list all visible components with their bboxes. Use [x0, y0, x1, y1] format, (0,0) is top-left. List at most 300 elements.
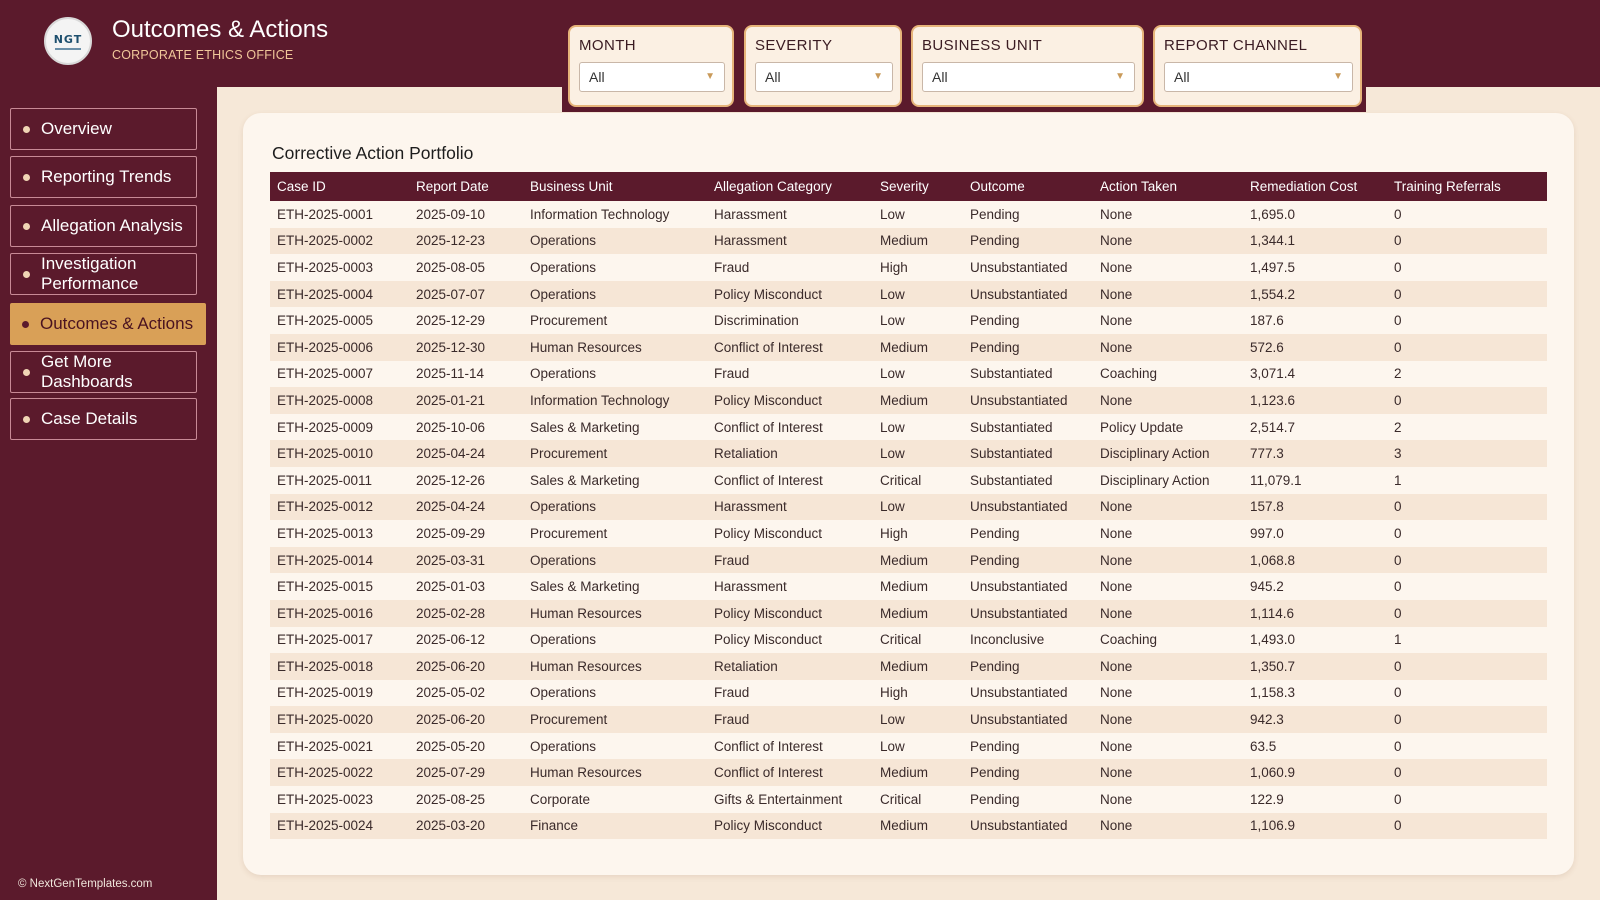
table-cell: Inconclusive — [970, 632, 1045, 648]
table-row[interactable] — [270, 281, 1547, 308]
table-cell: 1,158.3 — [1250, 685, 1296, 701]
table-cell: ETH-2025-0012 — [277, 499, 374, 515]
table-cell: Medium — [880, 605, 929, 621]
table-cell: Disciplinary Action — [1100, 446, 1210, 462]
sidebar-item-get-more-dashboards[interactable] — [10, 351, 197, 393]
table-cell: Unsubstantiated — [970, 259, 1068, 275]
table-cell: Operations — [530, 685, 597, 701]
table-cell: Procurement — [530, 313, 608, 329]
sidebar-item-label: Allegation Analysis — [41, 216, 183, 235]
table-cell: Pending — [970, 206, 1020, 222]
table-row[interactable] — [270, 334, 1547, 361]
table-cell: 2025-12-26 — [416, 472, 486, 488]
table-cell: 2025-12-29 — [416, 313, 486, 329]
table-cell: None — [1100, 818, 1133, 834]
column-header-outcome[interactable]: Outcome — [970, 179, 1025, 194]
table-cell: 0 — [1394, 685, 1402, 701]
table-cell: Conflict of Interest — [714, 472, 823, 488]
table-cell: Procurement — [530, 446, 608, 462]
table-cell: Policy Misconduct — [714, 605, 823, 621]
corrective-action-panel — [243, 113, 1574, 875]
table-cell: ETH-2025-0001 — [277, 206, 374, 222]
bullet-icon — [23, 369, 30, 376]
table-row[interactable] — [270, 733, 1547, 760]
column-header-action-taken[interactable]: Action Taken — [1100, 179, 1178, 194]
table-cell: ETH-2025-0019 — [277, 685, 374, 701]
table-row[interactable] — [270, 680, 1547, 707]
table-cell: 2025-05-02 — [416, 685, 486, 701]
table-cell: Gifts & Entertainment — [714, 791, 843, 807]
column-header-remediation-cost[interactable]: Remediation Cost — [1250, 179, 1358, 194]
table-cell: Disciplinary Action — [1100, 472, 1210, 488]
table-row[interactable] — [270, 600, 1547, 627]
table-cell: None — [1100, 259, 1133, 275]
table-row[interactable] — [270, 547, 1547, 574]
table-cell: Operations — [530, 366, 597, 382]
table-cell: 0 — [1394, 552, 1402, 568]
table-cell: None — [1100, 605, 1133, 621]
table-cell: None — [1100, 738, 1133, 754]
table-cell: 187.6 — [1250, 313, 1284, 329]
table-cell: Low — [880, 738, 905, 754]
table-cell: None — [1100, 206, 1133, 222]
table-cell: None — [1100, 658, 1133, 674]
table-cell: 2025-04-24 — [416, 499, 486, 515]
table-row[interactable] — [270, 494, 1547, 521]
table-cell: None — [1100, 765, 1133, 781]
panel-title: Corrective Action Portfolio — [272, 143, 474, 163]
table-cell: Retaliation — [714, 446, 778, 462]
table-cell: Critical — [880, 791, 922, 807]
table-cell: Policy Misconduct — [714, 818, 823, 834]
table-cell: Operations — [530, 259, 597, 275]
table-cell: Pending — [970, 525, 1020, 541]
table-cell: 2025-07-29 — [416, 765, 486, 781]
table-cell: Conflict of Interest — [714, 339, 823, 355]
corrective-action-table — [270, 172, 1547, 839]
table-cell: Operations — [530, 738, 597, 754]
table-cell: Unsubstantiated — [970, 818, 1068, 834]
table-row[interactable] — [270, 813, 1547, 840]
sidebar-item-investigation-performance[interactable] — [10, 253, 197, 295]
sidebar — [0, 87, 217, 900]
table-cell: None — [1100, 552, 1133, 568]
table-cell: Operations — [530, 552, 597, 568]
table-cell: 2025-12-30 — [416, 339, 486, 355]
table-cell: Human Resources — [530, 339, 642, 355]
logo-text: NGT — [53, 32, 83, 46]
table-cell: 0 — [1394, 286, 1402, 302]
table-cell: 945.2 — [1250, 579, 1284, 595]
table-cell: 0 — [1394, 233, 1402, 249]
table-cell: 1 — [1394, 632, 1402, 648]
table-cell: Information Technology — [530, 206, 670, 222]
table-cell: 2025-03-20 — [416, 818, 486, 834]
table-cell: ETH-2025-0022 — [277, 765, 374, 781]
table-cell: 0 — [1394, 313, 1402, 329]
table-cell: 0 — [1394, 259, 1402, 275]
table-cell: ETH-2025-0004 — [277, 286, 374, 302]
table-cell: Medium — [880, 658, 929, 674]
table-cell: High — [880, 259, 908, 275]
table-cell: 2 — [1394, 366, 1402, 382]
table-row[interactable] — [270, 440, 1547, 467]
table-cell: 0 — [1394, 525, 1402, 541]
table-cell: 63.5 — [1250, 738, 1277, 754]
table-row[interactable] — [270, 414, 1547, 441]
table-cell: 2025-04-24 — [416, 446, 486, 462]
column-header-case-id[interactable]: Case ID — [277, 179, 326, 194]
table-cell: Harassment — [714, 233, 787, 249]
table-cell: None — [1100, 286, 1133, 302]
table-cell: Operations — [530, 286, 597, 302]
table-cell: Substantiated — [970, 419, 1053, 435]
table-cell: Operations — [530, 233, 597, 249]
table-cell: 0 — [1394, 206, 1402, 222]
table-cell: Unsubstantiated — [970, 286, 1068, 302]
table-cell: 2025-01-03 — [416, 579, 486, 595]
table-cell: Sales & Marketing — [530, 579, 640, 595]
table-cell: Pending — [970, 658, 1020, 674]
table-cell: Harassment — [714, 579, 787, 595]
table-cell: None — [1100, 525, 1133, 541]
table-cell: 942.3 — [1250, 712, 1284, 728]
table-cell: 1,350.7 — [1250, 658, 1296, 674]
sidebar-item-label: Get More Dashboards — [41, 352, 133, 391]
table-cell: ETH-2025-0020 — [277, 712, 374, 728]
table-cell: Unsubstantiated — [970, 712, 1068, 728]
column-header-report-date[interactable]: Report Date — [416, 179, 489, 194]
table-row[interactable] — [270, 201, 1547, 228]
table-cell: Discrimination — [714, 313, 799, 329]
table-cell: 2,514.7 — [1250, 419, 1296, 435]
report-channel-select[interactable] — [1164, 62, 1353, 92]
table-cell: Policy Update — [1100, 419, 1184, 435]
table-row[interactable] — [270, 759, 1547, 786]
table-cell: 0 — [1394, 605, 1402, 621]
copyright: © NextGenTemplates.com — [18, 878, 153, 890]
table-cell: 1,493.0 — [1250, 632, 1296, 648]
table-cell: Unsubstantiated — [970, 605, 1068, 621]
table-cell: ETH-2025-0003 — [277, 259, 374, 275]
table-cell: Medium — [880, 552, 929, 568]
column-header-training-referrals[interactable]: Training Referrals — [1394, 179, 1501, 194]
table-cell: 2025-08-25 — [416, 791, 486, 807]
table-cell: None — [1100, 392, 1133, 408]
table-cell: Policy Misconduct — [714, 286, 823, 302]
table-cell: Sales & Marketing — [530, 419, 640, 435]
table-cell: Pending — [970, 791, 1020, 807]
table-cell: ETH-2025-0015 — [277, 579, 374, 595]
filter-severity — [744, 25, 902, 107]
table-cell: ETH-2025-0005 — [277, 313, 374, 329]
bullet-icon — [22, 321, 29, 328]
table-row[interactable] — [270, 573, 1547, 600]
table-cell: ETH-2025-0024 — [277, 818, 374, 834]
chevron-down-icon: ▼ — [873, 71, 883, 82]
table-row[interactable] — [270, 228, 1547, 255]
table-cell: 2025-06-20 — [416, 712, 486, 728]
sidebar-item-reporting-trends[interactable] — [10, 156, 197, 198]
table-cell: Policy Misconduct — [714, 392, 823, 408]
table-cell: None — [1100, 791, 1133, 807]
table-cell: 0 — [1394, 339, 1402, 355]
logo — [44, 17, 92, 65]
table-cell: Conflict of Interest — [714, 419, 823, 435]
sidebar-item-overview[interactable] — [10, 108, 197, 150]
table-cell: 1,497.5 — [1250, 259, 1296, 275]
table-cell: Harassment — [714, 206, 787, 222]
table-cell: High — [880, 525, 908, 541]
table-cell: 3,071.4 — [1250, 366, 1296, 382]
table-cell: Human Resources — [530, 605, 642, 621]
table-cell: Pending — [970, 765, 1020, 781]
table-cell: 2025-08-05 — [416, 259, 486, 275]
table-cell: Medium — [880, 339, 929, 355]
table-cell: None — [1100, 233, 1133, 249]
table-cell: 2 — [1394, 419, 1402, 435]
table-cell: 2025-02-28 — [416, 605, 486, 621]
table-cell: ETH-2025-0010 — [277, 446, 374, 462]
bullet-icon — [23, 271, 30, 278]
filter-report-channel — [1153, 25, 1362, 107]
table-cell: 1,106.9 — [1250, 818, 1296, 834]
table-cell: Operations — [530, 499, 597, 515]
table-cell: 572.6 — [1250, 339, 1284, 355]
table-row[interactable] — [270, 627, 1547, 654]
table-cell: 0 — [1394, 392, 1402, 408]
bullet-icon — [23, 126, 30, 133]
table-cell: ETH-2025-0006 — [277, 339, 374, 355]
table-cell: Pending — [970, 313, 1020, 329]
sidebar-item-label: Overview — [41, 119, 112, 138]
table-cell: Unsubstantiated — [970, 392, 1068, 408]
table-row[interactable] — [270, 387, 1547, 414]
chevron-down-icon: ▼ — [1333, 71, 1343, 82]
table-cell: Procurement — [530, 525, 608, 541]
table-cell: Medium — [880, 765, 929, 781]
table-cell: None — [1100, 499, 1133, 515]
sidebar-item-allegation-analysis[interactable] — [10, 205, 197, 247]
table-cell: Sales & Marketing — [530, 472, 640, 488]
table-row[interactable] — [270, 467, 1547, 494]
table-cell: Low — [880, 419, 905, 435]
table-cell: Fraud — [714, 552, 750, 568]
table-cell: Medium — [880, 392, 929, 408]
table-cell: Low — [880, 499, 905, 515]
table-cell: Unsubstantiated — [970, 685, 1068, 701]
table-cell: Substantiated — [970, 446, 1053, 462]
chevron-down-icon: ▼ — [1115, 71, 1125, 82]
table-cell: ETH-2025-0011 — [277, 472, 373, 488]
bullet-icon — [23, 174, 30, 181]
table-cell: Finance — [530, 818, 579, 834]
table-cell: ETH-2025-0007 — [277, 366, 374, 382]
table-cell: Pending — [970, 552, 1020, 568]
table-cell: Conflict of Interest — [714, 765, 823, 781]
table-cell: 0 — [1394, 499, 1402, 515]
table-cell: 11,079.1 — [1250, 472, 1302, 488]
table-cell: ETH-2025-0017 — [277, 632, 374, 648]
table-cell: None — [1100, 339, 1133, 355]
bullet-icon — [23, 223, 30, 230]
table-cell: Coaching — [1100, 632, 1158, 648]
sidebar-item-outcomes-actions[interactable] — [10, 303, 206, 345]
table-cell: 2025-05-20 — [416, 738, 486, 754]
bullet-icon — [23, 416, 30, 423]
table-cell: Policy Misconduct — [714, 525, 823, 541]
sidebar-item-label: Outcomes & Actions — [40, 314, 194, 333]
table-cell: ETH-2025-0018 — [277, 658, 374, 674]
filter-label: SEVERITY — [755, 37, 833, 54]
table-cell: Fraud — [714, 685, 750, 701]
table-cell: 2025-03-31 — [416, 552, 486, 568]
table-header-row — [270, 172, 1547, 201]
table-cell: Human Resources — [530, 658, 642, 674]
table-cell: 1,554.2 — [1250, 286, 1296, 302]
table-cell: Critical — [880, 472, 922, 488]
table-cell: 2025-01-21 — [416, 392, 486, 408]
table-cell: 0 — [1394, 791, 1402, 807]
table-cell: ETH-2025-0014 — [277, 552, 374, 568]
sidebar-item-label: Reporting Trends — [41, 167, 172, 186]
business-unit-select[interactable] — [922, 62, 1135, 92]
table-cell: Procurement — [530, 712, 608, 728]
table-cell: ETH-2025-0013 — [277, 525, 374, 541]
table-cell: Fraud — [714, 366, 750, 382]
table-cell: ETH-2025-0021 — [277, 738, 374, 754]
table-cell: Human Resources — [530, 765, 642, 781]
table-cell: Substantiated — [970, 366, 1053, 382]
table-cell: Corporate — [530, 791, 591, 807]
table-cell: ETH-2025-0002 — [277, 233, 374, 249]
filter-label: BUSINESS UNIT — [922, 37, 1043, 54]
filter-label: MONTH — [579, 37, 636, 54]
table-cell: Fraud — [714, 712, 750, 728]
table-cell: Unsubstantiated — [970, 499, 1068, 515]
table-cell: Unsubstantiated — [970, 579, 1068, 595]
table-row[interactable] — [270, 786, 1547, 813]
table-cell: ETH-2025-0016 — [277, 605, 374, 621]
table-cell: Conflict of Interest — [714, 738, 823, 754]
filter-business-unit — [911, 25, 1144, 107]
table-cell: 2025-11-14 — [416, 366, 485, 382]
table-cell: 2025-12-23 — [416, 233, 486, 249]
table-cell: Medium — [880, 818, 929, 834]
table-cell: 2025-09-10 — [416, 206, 486, 222]
table-cell: Critical — [880, 632, 922, 648]
table-cell: Pending — [970, 339, 1020, 355]
select-value: All — [932, 69, 948, 85]
table-cell: 0 — [1394, 712, 1402, 728]
table-cell: Harassment — [714, 499, 787, 515]
table-cell: None — [1100, 685, 1133, 701]
table-cell: Low — [880, 313, 905, 329]
table-cell: Policy Misconduct — [714, 632, 823, 648]
table-cell: Low — [880, 446, 905, 462]
table-row[interactable] — [270, 361, 1547, 388]
table-cell: Medium — [880, 579, 929, 595]
table-cell: Low — [880, 712, 905, 728]
table-cell: High — [880, 685, 908, 701]
table-row[interactable] — [270, 653, 1547, 680]
sidebar-item-case-details[interactable] — [10, 398, 197, 440]
table-cell: 2025-10-06 — [416, 419, 486, 435]
table-row[interactable] — [270, 307, 1547, 334]
table-cell: ETH-2025-0009 — [277, 419, 374, 435]
chevron-down-icon: ▼ — [705, 71, 715, 82]
table-cell: Pending — [970, 233, 1020, 249]
table-cell: 1,060.9 — [1250, 765, 1296, 781]
table-cell: Low — [880, 366, 905, 382]
table-cell: 2025-09-29 — [416, 525, 486, 541]
table-cell: 1,114.6 — [1250, 605, 1295, 621]
table-cell: 157.8 — [1250, 499, 1284, 515]
table-cell: 0 — [1394, 765, 1402, 781]
page-title: Outcomes & Actions — [112, 16, 329, 43]
table-cell: Information Technology — [530, 392, 670, 408]
column-header-business-unit[interactable]: Business Unit — [530, 179, 613, 194]
table-cell: 1 — [1394, 472, 1402, 488]
table-cell: ETH-2025-0023 — [277, 791, 374, 807]
table-cell: None — [1100, 579, 1133, 595]
table-cell: 3 — [1394, 446, 1402, 462]
sidebar-item-label: Investigation Performance — [41, 254, 139, 293]
table-cell: Substantiated — [970, 472, 1053, 488]
table-cell: 1,068.8 — [1250, 552, 1296, 568]
column-header-severity[interactable]: Severity — [880, 179, 929, 194]
table-row[interactable] — [270, 706, 1547, 733]
filter-label: REPORT CHANNEL — [1164, 37, 1308, 54]
select-value: All — [1174, 69, 1190, 85]
page-subtitle: CORPORATE ETHICS OFFICE — [112, 48, 294, 62]
table-cell: 1,123.6 — [1250, 392, 1296, 408]
table-cell: Low — [880, 206, 905, 222]
severity-select[interactable] — [755, 62, 893, 92]
table-cell: 1,344.1 — [1250, 233, 1296, 249]
table-row[interactable] — [270, 520, 1547, 547]
filter-month — [568, 25, 734, 107]
table-cell: None — [1100, 712, 1133, 728]
table-cell: 0 — [1394, 818, 1402, 834]
table-cell: Low — [880, 286, 905, 302]
table-cell: 122.9 — [1250, 791, 1284, 807]
table-cell: Fraud — [714, 259, 750, 275]
table-cell: Retaliation — [714, 658, 778, 674]
table-cell: 2025-07-07 — [416, 286, 486, 302]
select-value: All — [589, 69, 605, 85]
table-cell: Medium — [880, 233, 929, 249]
table-cell: ETH-2025-0008 — [277, 392, 374, 408]
table-cell: 1,695.0 — [1250, 206, 1296, 222]
table-cell: Operations — [530, 632, 597, 648]
sidebar-item-label: Case Details — [41, 409, 138, 428]
column-header-allegation-category[interactable]: Allegation Category — [714, 179, 832, 194]
table-cell: Coaching — [1100, 366, 1158, 382]
select-value: All — [765, 69, 781, 85]
table-cell: 0 — [1394, 738, 1402, 754]
table-body — [270, 201, 1547, 839]
table-cell: 2025-06-12 — [416, 632, 486, 648]
month-select[interactable] — [579, 62, 725, 92]
table-cell: 2025-06-20 — [416, 658, 486, 674]
table-cell: 0 — [1394, 579, 1402, 595]
table-cell: 777.3 — [1250, 446, 1284, 462]
table-cell: 997.0 — [1250, 525, 1284, 541]
table-cell: Pending — [970, 738, 1020, 754]
table-cell: 0 — [1394, 658, 1402, 674]
table-row[interactable] — [270, 254, 1547, 281]
